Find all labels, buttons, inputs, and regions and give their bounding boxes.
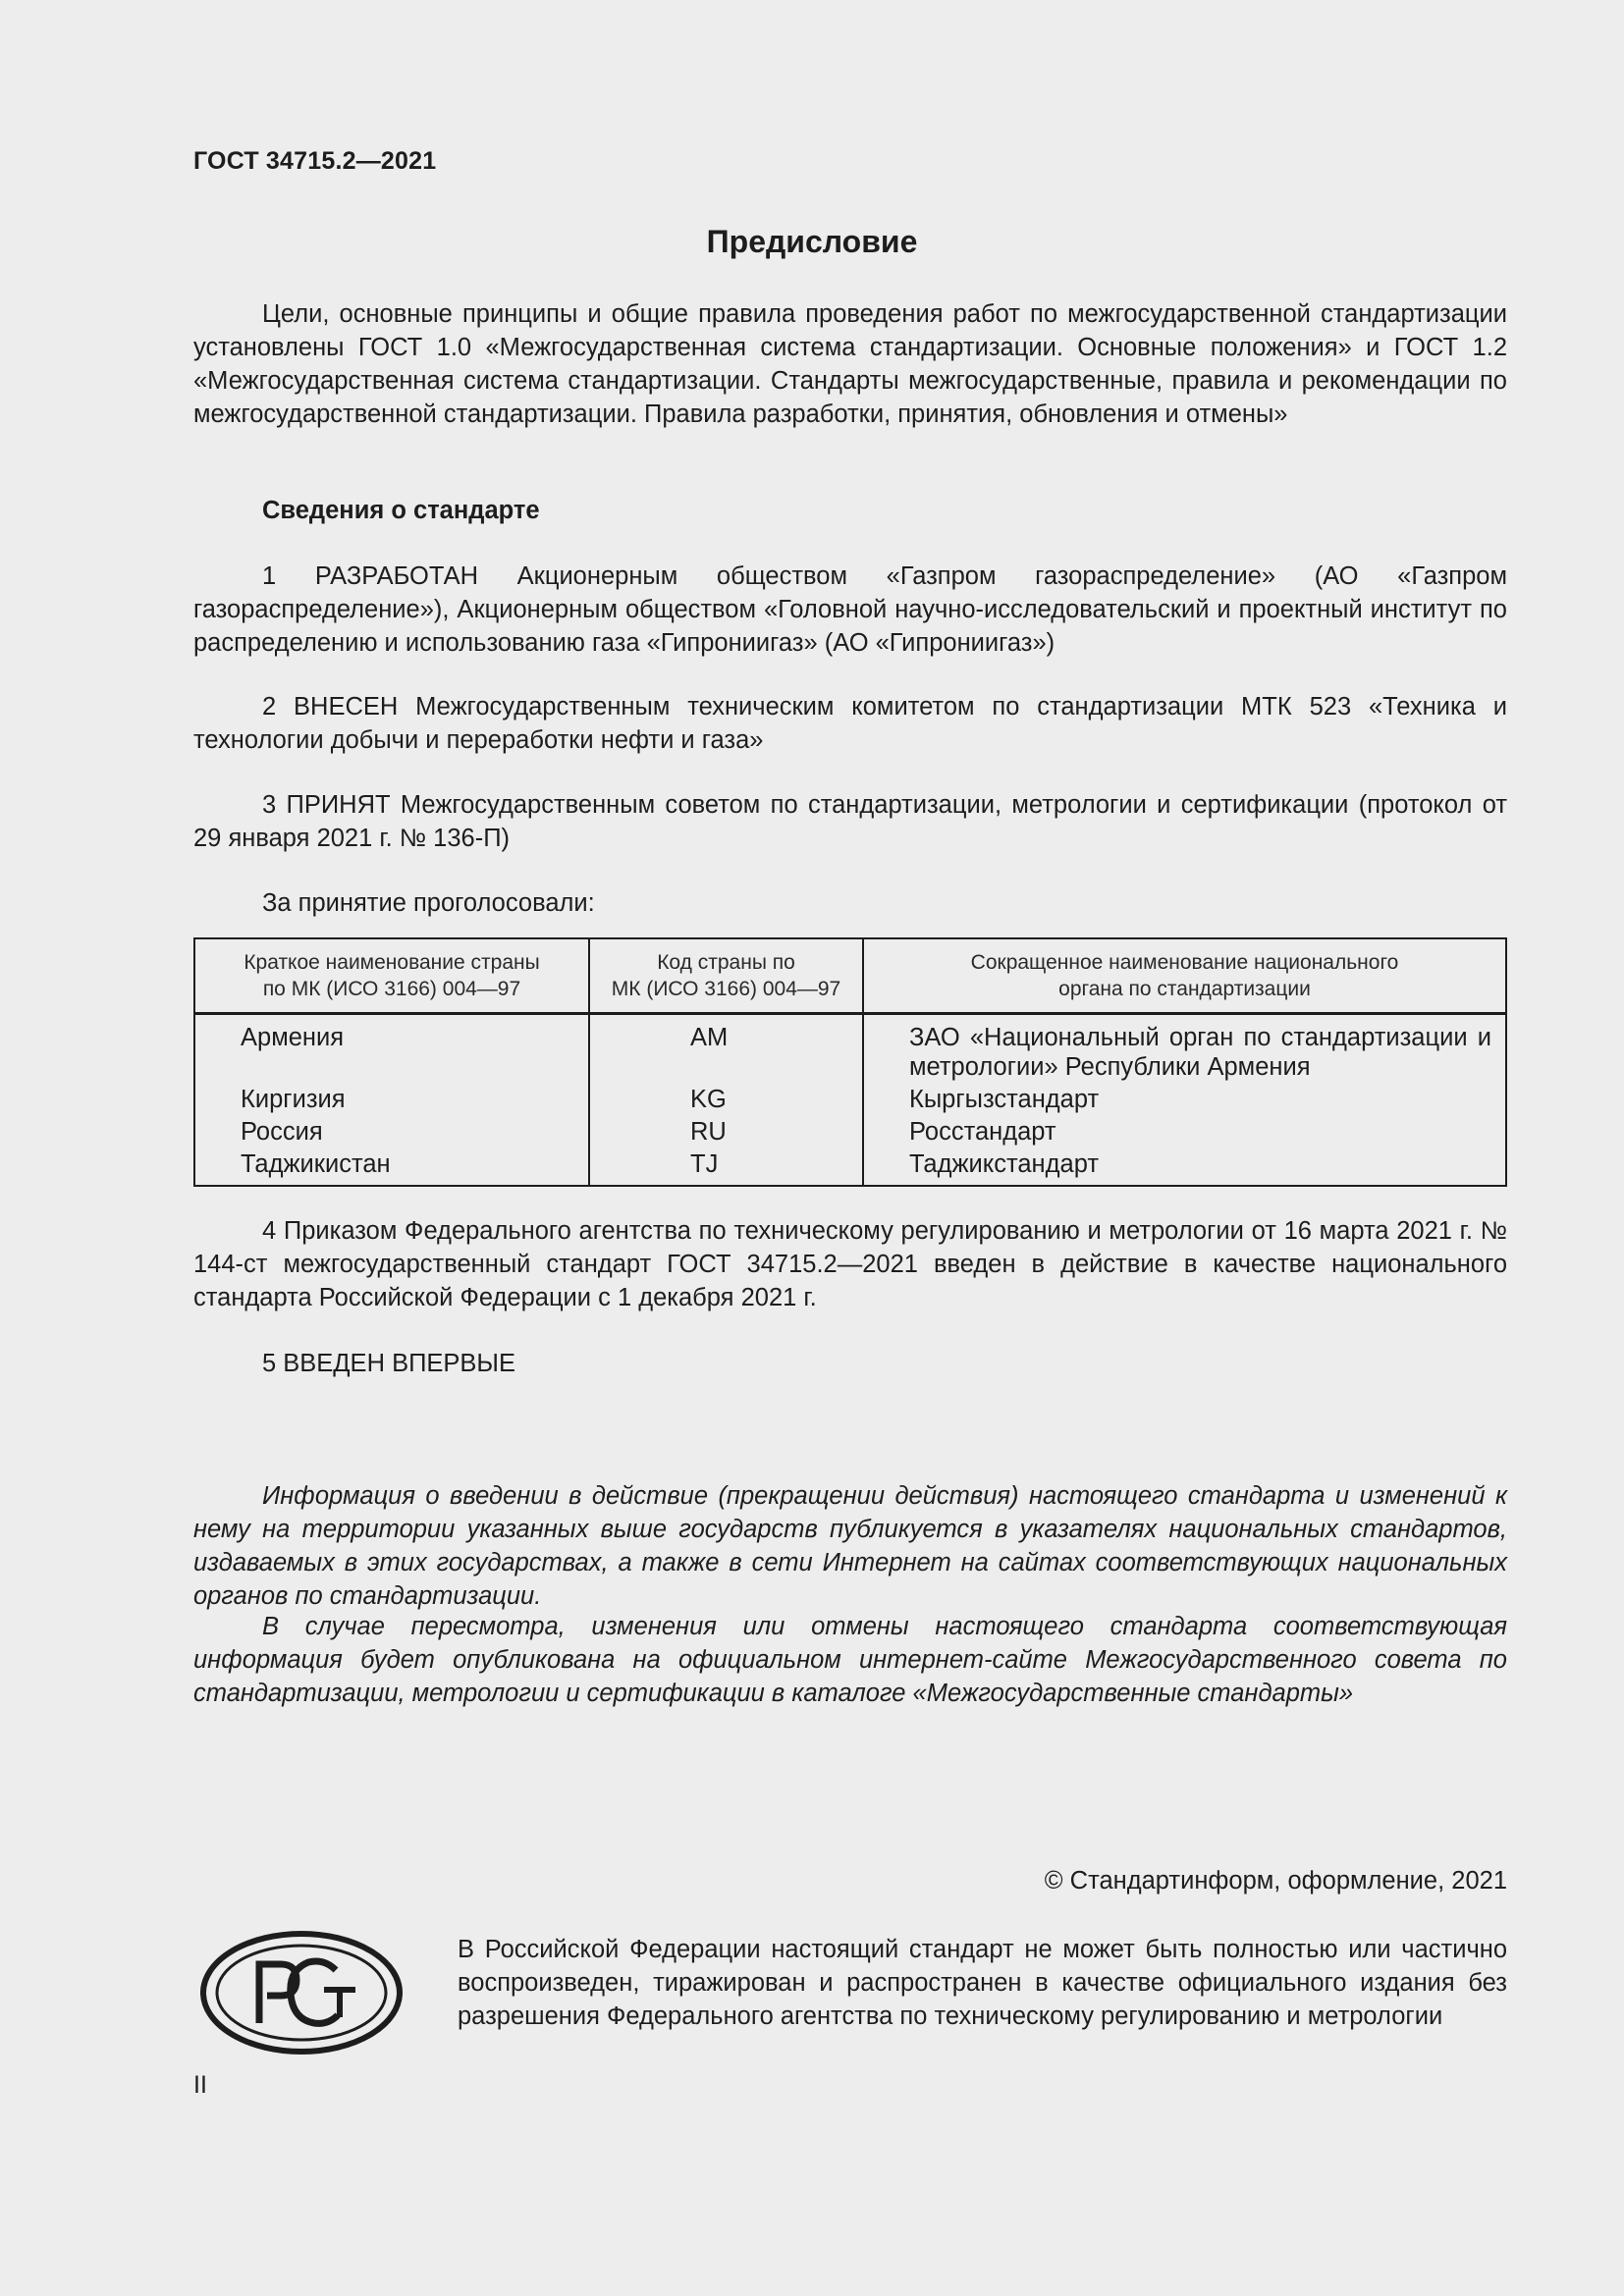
rst-certification-mark-icon (198, 1929, 405, 2056)
header-national-body: Сокращенное наименование национального органа по стандартизации (863, 938, 1506, 1014)
item-5-text: 5 ВВЕДЕН ВПЕРВЫЕ (262, 1350, 516, 1377)
notice-1-text: Информация о введении в действие (прекращении действия) настоящего стандарта и изменений к нему на территории указанных выше государств публикуется в указателях национальных стандартов, издаваемых в этих государствах, а также в сети Интернет на сайтах соответствующих национальных органов по стандартизации. (193, 1482, 1507, 1610)
code-cell: KG (589, 1082, 863, 1114)
item-4-text: 4 Приказом Федерального агентства по техническому регулированию и метрологии от 16 марта 2021 г. № 144-ст межгосударственный стандарт ГОСТ 34715.2—2021 введен в действие в качестве национального стандарта Российской Федерации с 1 декабря 2021 г. (193, 1217, 1507, 1311)
code-cell: TJ (589, 1147, 863, 1186)
country-cell: Армения (194, 1014, 589, 1083)
notice-paragraph-2 (193, 1610, 1507, 1710)
table-row (194, 1114, 1506, 1147)
item-3-text: 3 ПРИНЯТ Межгосударственным советом по стандартизации, метрологии и сертификации (протокол от 29 января 2021 г. № 136-П) (193, 791, 1507, 852)
country-cell: Киргизия (194, 1082, 589, 1114)
rst-logo-svg (198, 1929, 405, 2056)
code-cell: RU (589, 1114, 863, 1147)
table-row (194, 1014, 1506, 1083)
reproduction-notice (458, 1933, 1507, 2033)
item-4 (193, 1214, 1507, 1314)
item-1 (193, 560, 1507, 660)
item-3 (193, 788, 1507, 855)
notice-paragraph-1 (193, 1479, 1507, 1613)
org-cell: ЗАО «Национальный орган по стандартизации и метрологии» Республики Армения (909, 1024, 1491, 1081)
item-5 (193, 1347, 1507, 1380)
info-heading (193, 494, 1507, 527)
intro-text: Цели, основные принципы и общие правила проведения работ по межгосударственной стандартизации установлены ГОСТ 1.0 «Межгосударственная система стандартизации. Основные положения» и ГОСТ 1.2 «Межгосударственная система стандартизации. Стандарты межгосударственные, правила и рекомендации по межгосударственной стандартизации. Правила разработки, принятия, обновления и отмены» (193, 300, 1507, 428)
org-cell: Кыргызстандарт (909, 1086, 1100, 1113)
country-cell: Россия (194, 1114, 589, 1147)
code-cell: AM (589, 1014, 863, 1083)
header-country-name: Краткое наименование страны по МК (ИСО 3166) 004—97 (194, 938, 589, 1014)
item-1-text: 1 РАЗРАБОТАН Акционерным обществом «Газпром газораспределение» (АО «Газпром газораспределение»), Акционерным обществом «Головной научно-исследовательский и проектный институт по распределению и использованию газа «Гипрониигаз» (АО «Гипрониигаз») (193, 562, 1507, 657)
org-cell: Таджикстандарт (909, 1150, 1100, 1178)
reproduction-text: В Российской Федерации настоящий стандарт не может быть полностью или частично воспроизведен, тиражирован и распространен в качестве официального издания без разрешения Федерального агентства по техническому регулированию и метрологии (458, 1936, 1507, 2030)
voted-text: За принятие проголосовали: (262, 889, 595, 917)
org-cell: Росстандарт (909, 1118, 1056, 1146)
page-title: Предисловие (706, 224, 918, 259)
page-number: II (193, 2071, 207, 2099)
header-country-code: Код страны по МК (ИСО 3166) 004—97 (589, 938, 863, 1014)
table-header-row (194, 938, 1506, 1014)
table-row (194, 1147, 1506, 1186)
info-heading-text: Сведения о стандарте (262, 497, 540, 524)
notice-2-text: В случае пересмотра, изменения или отмены настоящего стандарта соответствующая информация будет опубликована на официальном интернет-сайте Межгосударственного совета по стандартизации, метрологии и сертификации в каталоге «Межгосударственные стандарты» (193, 1613, 1507, 1707)
item-2 (193, 690, 1507, 757)
intro-paragraph (193, 297, 1507, 431)
voting-countries-table (193, 937, 1507, 1187)
document-code: ГОСТ 34715.2—2021 (193, 147, 437, 175)
table-row (194, 1082, 1506, 1114)
country-cell: Таджикистан (194, 1147, 589, 1186)
voted-label (193, 886, 1507, 920)
item-2-text: 2 ВНЕСЕН Межгосударственным техническим комитетом по стандартизации МТК 523 «Техника и технологии добычи и переработки нефти и газа» (193, 693, 1507, 754)
copyright-line: © Стандартинформ, оформление, 2021 (1044, 1867, 1507, 1895)
